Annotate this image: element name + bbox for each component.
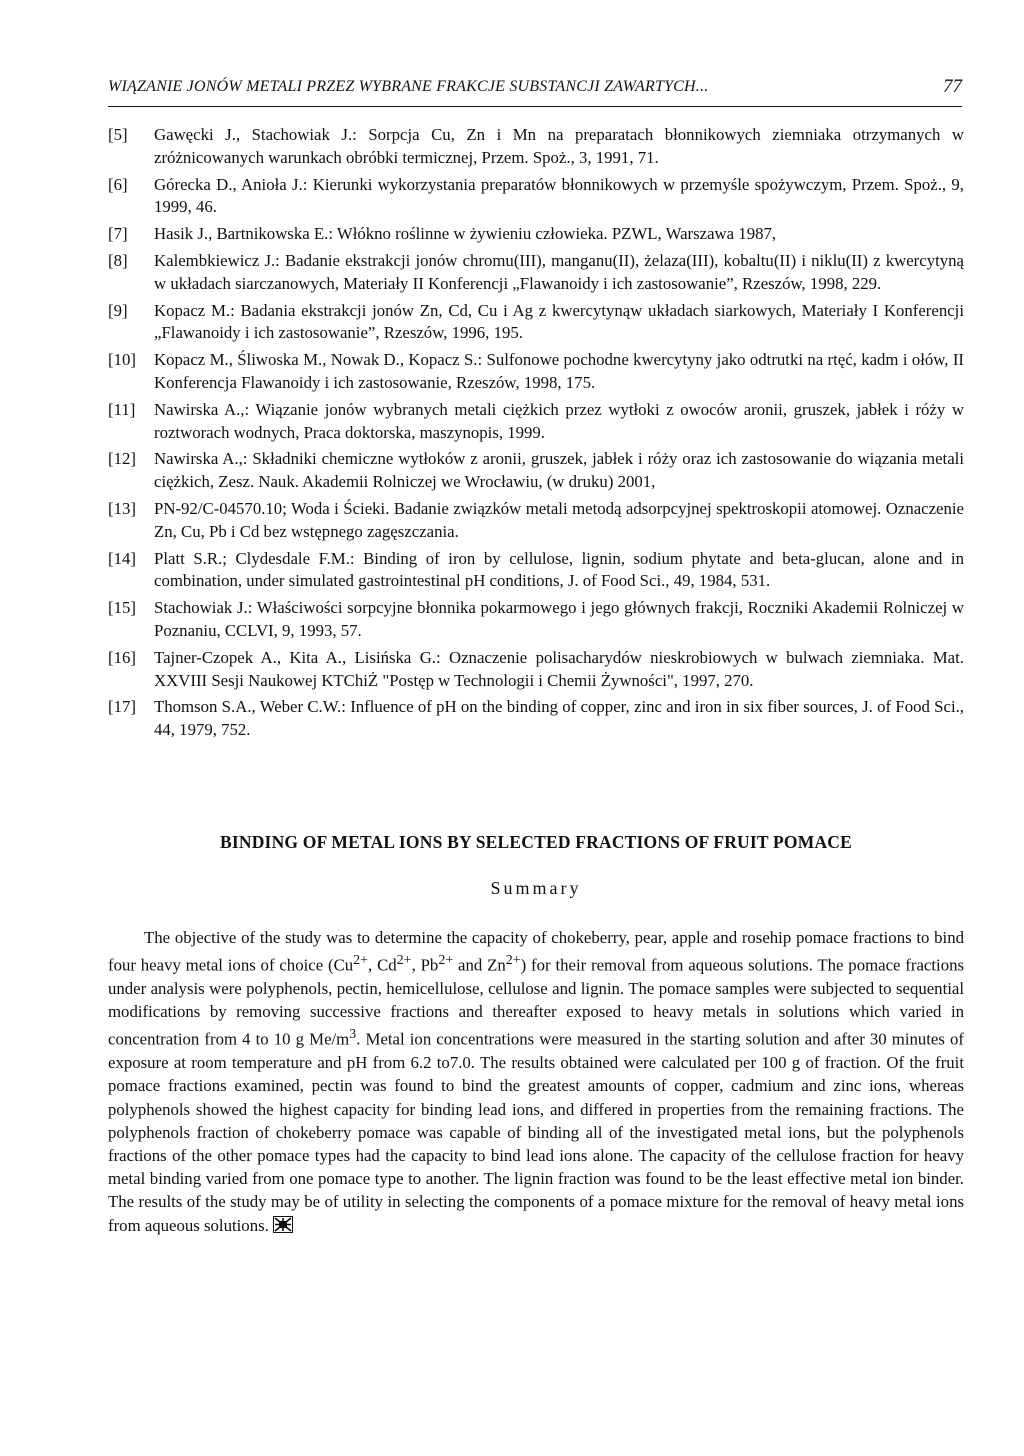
reference-text: Kopacz M., Śliwoska M., Nowak D., Kopacz S.: Sulfonowe pochodne kwercytyny jako odtrutki na rtęć, kadm i ołów, II Konferencja Flawanoidy i ich zastosowanie, Rzeszów, 1998, 175. (154, 350, 964, 392)
reference-item (108, 399, 964, 445)
reference-text: Tajner-Czopek A., Kita A., Lisińska G.: Oznaczenie polisacharydów nieskrobiowych w bulwach ziemniaka. Mat. XXVIII Sesji Naukowej KTChiŻ "Postęp w Technologii i Chemii Żywności", 1997, 270. (154, 647, 964, 690)
running-header (108, 76, 962, 107)
journal-logo-icon (273, 1216, 293, 1233)
reference-item (108, 349, 964, 395)
reference-item (108, 250, 964, 296)
reference-number: [11] (108, 399, 136, 419)
reference-text: Nawirska A.,: Składniki chemiczne wytłoków z aronii, gruszek, jabłek i róży oraz ich zastosowanie do wiązania metali ciężkich, Zesz. Nauk. Akademii Rolniczej we Wrocławiu, (w druku) 2001, (154, 449, 964, 492)
reference-item (108, 124, 964, 170)
ion-symbol: Pb (420, 955, 439, 975)
ion-symbol: Cu (333, 955, 354, 975)
reference-item (108, 174, 964, 220)
ion-charge: 2+ (396, 953, 412, 969)
reference-text: Nawirska A.,: Wiązanie jonów wybranych metali ciężkich przez wytłoki z owoców aronii, gruszek, jabłek i róży w roztworach wodnych, Praca doktorska, maszynopis, 1999. (154, 399, 964, 442)
reference-number: [12] (108, 449, 136, 469)
reference-text: Hasik J., Bartnikowska E.: Włókno roślinne w żywieniu człowieka. PZWL, Warszawa 1987, (154, 224, 777, 244)
reference-text: Thomson S.A., Weber C.W.: Influence of pH on the binding of copper, zinc and iron in six fiber sources, J. of Food Sci., 44, 1979, 752. (154, 697, 964, 740)
abstract-text: . Metal ion concentrations were measured in the starting solution and after 30 minutes of exposure at room temperature and pH from 6.2 to7.0. The results obtained were calculated per 100 g of fraction. Of the fruit pomace fractions examined, pectin was found to bind the greatest amounts of copper, cadmium and zinc ions, whereas polyphenols showed the highest capacity for binding lead ions, and differed in properties from the remaining fractions. The polyphenols fraction of chokeberry pomace was capable of binding all of the investigated metal ions, but the polyphenols fractions of the other pomace types had the capacity to bind lead ions alone. The capacity of the cellulose fraction for heavy metal binding varied from one pomace type to another. The lignin fraction was found to be the least effective metal ion binder. The results of the study may be of utility in selecting the components of a pomace mixture for the removal of heavy metal ions from aqueous solutions. (108, 1030, 964, 1235)
reference-number: [9] (108, 300, 128, 320)
reference-item (108, 448, 964, 494)
reference-number: [16] (108, 647, 136, 667)
reference-number: [14] (108, 548, 136, 568)
reference-item (108, 696, 964, 742)
reference-item (108, 548, 964, 594)
reference-item (108, 300, 964, 346)
abstract-text: The objective of the study was to determine the capacity of chokeberry, pear, apple and rosehip pomace fractions to bind four heavy metal ions of choice ( (108, 928, 964, 975)
ion-charge: 2+ (353, 953, 369, 969)
unit-exponent: 3 (349, 1027, 357, 1043)
reference-text: Gawęcki J., Stachowiak J.: Sorpcja Cu, Zn i Mn na preparatach błonnikowych ziemniaka otrzymanych w zróżnicowanych warunkach obróbki termicznej, Przem. Spoż., 3, 1991, 71. (154, 125, 964, 167)
abstract-paragraph (108, 926, 964, 1237)
ion-symbol: Zn (487, 955, 506, 975)
reference-text: Platt S.R.; Clydesdale F.M.: Binding of iron by cellulose, lignin, sodium phytate and beta-glucan, alone and in combination, under simulated gastrointestinal pH conditions, J. of Food Sci., 49, 1984, 531. (154, 548, 964, 591)
reference-text: Kopacz M.: Badania ekstrakcji jonów Zn, Cd, Cu i Ag z kwercytynąw układach siarkowych, Materiały I Konferencji „Flawanoidy i ich zastosowanie”, Rzeszów, 1996, 195. (154, 300, 964, 343)
abstract-text: ) for their removal from aqueous solutions. The pomace fractions under analysis were polyphenols, pectin, hemicellulose, cellulose and lignin. The pomace samples were subjected to sequential modifications by removing successive fractions and thereafter exposed to heavy metals in solutions which varied in concentration from 4 to 10 g Me/m (108, 955, 965, 1049)
reference-text: Górecka D., Anioła J.: Kierunki wykorzystania preparatów błonnikowych w przemyśle spożywczym, Przem. Spoż., 9, 1999, 46. (154, 174, 964, 217)
reference-number: [13] (108, 498, 136, 518)
reference-number: [6] (108, 174, 128, 194)
reference-number: [17] (108, 697, 136, 717)
english-title: BINDING OF METAL IONS BY SELECTED FRACTIONS OF FRUIT POMACE (220, 832, 852, 852)
ion-separator: , (368, 955, 378, 975)
summary-heading: Summary (490, 878, 582, 898)
reference-text: Kalembkiewicz J.: Badanie ekstrakcji jonów chromu(III), manganu(II), żelaza(III), kobaltu(II) i niklu(II) z kwercytyną w układach siarczanowych, Materiały II Konferencji „Flawanoidy i ich zastosowanie”, Rzeszów, 1998, 229. (154, 250, 964, 293)
reference-item (108, 647, 964, 693)
reference-number: [15] (108, 598, 136, 618)
reference-number: [7] (108, 224, 128, 244)
reference-item (108, 223, 964, 246)
reference-item (108, 597, 964, 643)
ion-charge: 2+ (505, 953, 521, 969)
reference-number: [8] (108, 250, 128, 270)
reference-list (108, 124, 964, 746)
running-title: WIĄZANIE JONÓW METALI PRZEZ WYBRANE FRAKCJE SUBSTANCJI ZAWARTYCH... (108, 78, 709, 95)
ion-separator: , (411, 955, 421, 975)
ion-symbol: Cd (377, 955, 397, 975)
reference-number: [10] (108, 350, 136, 370)
reference-number: [5] (108, 125, 128, 144)
ion-charge: 2+ (438, 953, 454, 969)
ion-separator: and (453, 955, 488, 975)
reference-text: Stachowiak J.: Właściwości sorpcyjne błonnika pokarmowego i jego głównych frakcji, Roczniki Akademii Rolniczej w Poznaniu, CCLVI, 9, 1993, 57. (154, 598, 964, 640)
reference-text: PN-92/C-04570.10; Woda i Ścieki. Badanie związków metali metodą adsorpcyjnej spektroskopii atomowej. Oznaczenie Zn, Cu, Pb i Cd bez wstępnego zagęszczania. (154, 498, 964, 541)
reference-item (108, 498, 964, 544)
page-number: 77 (943, 76, 962, 97)
